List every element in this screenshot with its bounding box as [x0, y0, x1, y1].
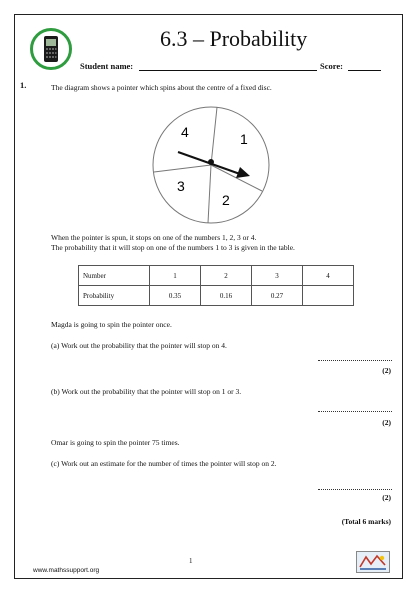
magda-text: Magda is going to spin the pointer once.	[51, 320, 172, 329]
marks-c: (2)	[382, 493, 391, 502]
part-b-text: (b) Work out the probability that the pointer will stop on 1 or 3.	[51, 387, 242, 396]
table-row	[79, 286, 354, 306]
footer-url-link[interactable]: www.mathssupport.org	[33, 567, 100, 574]
table-row-label: Number	[79, 266, 150, 286]
spinner-number-4: 4	[181, 124, 189, 140]
table-cell: 0.16	[201, 286, 252, 306]
table-cell-empty[interactable]	[303, 286, 354, 306]
spinner-number-2: 2	[222, 192, 230, 208]
marks-b: (2)	[382, 418, 391, 427]
spinner-diagram	[150, 104, 272, 226]
score-field[interactable]	[348, 70, 381, 71]
spinner-number-1: 1	[240, 131, 248, 147]
answer-line-a[interactable]	[318, 360, 392, 361]
total-marks: (Total 6 marks)	[341, 517, 391, 526]
table-cell: 3	[252, 266, 303, 286]
page-title: 6.3 – Probability	[160, 26, 308, 51]
table-cell: 1	[150, 266, 201, 286]
pointer-pivot	[208, 159, 214, 165]
answer-line-b[interactable]	[318, 411, 392, 412]
table-cell: 0.35	[150, 286, 201, 306]
part-a-text: (a) Work out the probability that the pointer will stop on 4.	[51, 341, 227, 350]
spinner-number-3: 3	[177, 178, 185, 194]
student-name-field[interactable]	[139, 70, 317, 71]
table-intro: The probability that it will stop on one of the numbers 1 to 3 is given in the table.	[51, 243, 295, 252]
maths-support-logo-icon	[356, 551, 390, 573]
omar-text: Omar is going to spin the pointer 75 times.	[51, 438, 180, 447]
table-cell: 2	[201, 266, 252, 286]
page-number: 1	[189, 557, 193, 565]
question-intro: The diagram shows a pointer which spins about the centre of a fixed disc.	[51, 83, 272, 92]
table-row-label: Probability	[79, 286, 150, 306]
part-c-text: (c) Work out an estimate for the number of times the pointer will stop on 2.	[51, 459, 277, 468]
answer-line-c[interactable]	[318, 489, 392, 490]
calculator-logo-icon	[30, 28, 72, 70]
table-cell: 4	[303, 266, 354, 286]
question-number: 1.	[20, 80, 27, 90]
score-label: Score:	[320, 61, 343, 71]
student-name-label: Student name:	[80, 61, 134, 71]
marks-a: (2)	[382, 366, 391, 375]
probability-table	[78, 265, 354, 306]
table-cell: 0.27	[252, 286, 303, 306]
stop-text: When the pointer is spun, it stops on one of the numbers 1, 2, 3 or 4.	[51, 233, 257, 242]
table-row	[79, 266, 354, 286]
